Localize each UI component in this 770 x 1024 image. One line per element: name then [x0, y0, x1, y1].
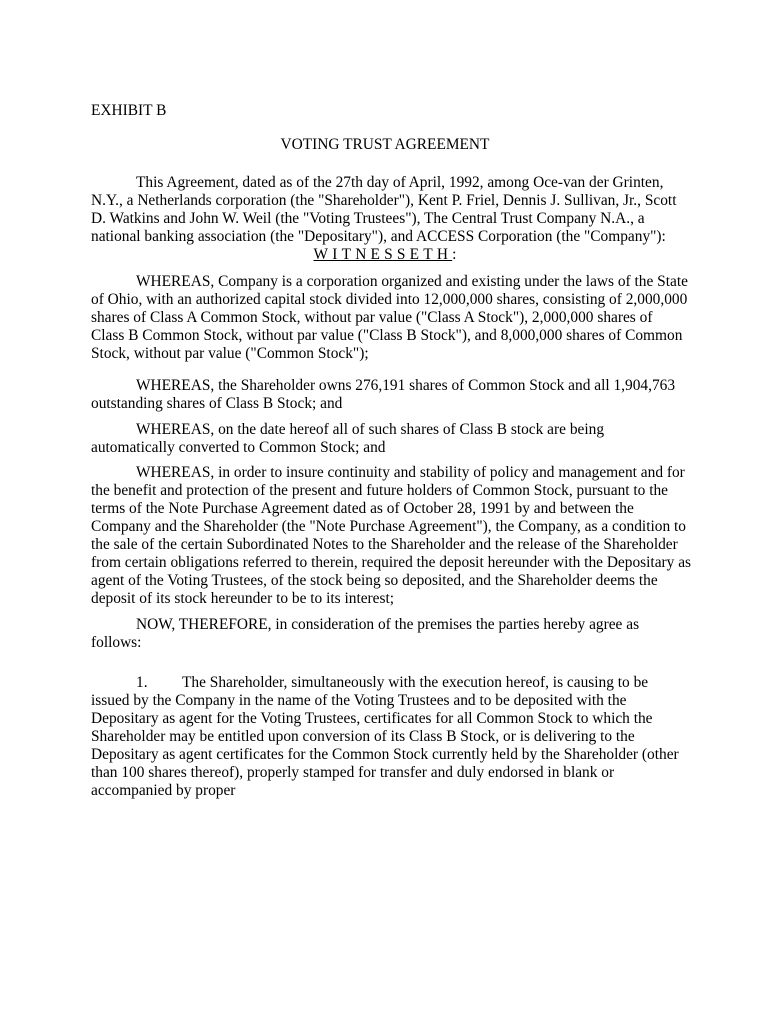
text-line: automatically converted to Common Stock; and — [91, 439, 386, 456]
text-line: N.Y., a Netherlands corporation (the "Shareholder"), Kent P. Friel, Dennis J. Sullivan, Jr., Scott — [91, 192, 677, 209]
text-line: Company and the Shareholder (the "Note Purchase Agreement"), the Company, as a condition to — [91, 518, 686, 535]
text-line: from certain obligations referred to therein, required the deposit hereunder with the Depositary as — [91, 554, 692, 571]
text-line: agent of the Voting Trustees, of the stock being so deposited, and the Shareholder deems the — [91, 572, 658, 589]
text-line: of Ohio, with an authorized capital stock divided into 12,000,000 shares, consisting of 2,000,000 — [91, 291, 688, 308]
witnesseth-word: WITNESSETH — [313, 246, 453, 263]
witnesseth-colon: : — [452, 246, 457, 263]
text-line: follows: — [91, 634, 142, 651]
intro-paragraph — [91, 174, 691, 246]
text-line: the benefit and protection of the present and future holders of Common Stock, pursuant to the — [91, 482, 669, 499]
text-line: WHEREAS, the Shareholder owns 276,191 shares of Common Stock and all 1,904,763 — [136, 377, 676, 394]
text-line: deposit of its stock hereunder to be to its interest; — [91, 590, 395, 607]
text-line: Depositary as agent certificates for the Common Stock currently held by the Shareholder (other — [91, 746, 679, 763]
whereas-paragraph-1 — [91, 273, 691, 363]
text-line: D. Watkins and John W. Weil (the "Voting Trustees"), The Central Trust Company N.A., a — [91, 210, 645, 227]
text-line: outstanding shares of Class B Stock; and — [91, 395, 343, 412]
section-1-paragraph — [91, 674, 691, 800]
text-line: terms of the Note Purchase Agreement dated as of October 28, 1991 by and between the — [91, 500, 634, 517]
text-line: issued by the Company in the name of the Voting Trustees and to be deposited with the — [91, 692, 627, 709]
text-line: WHEREAS, on the date hereof all of such shares of Class B stock are being — [136, 421, 605, 438]
text-line: NOW, THEREFORE, in consideration of the premises the parties hereby agree as — [136, 616, 640, 633]
text-line: shares of Class A Common Stock, without par value ("Class A Stock"), 2,000,000 shares of — [91, 309, 653, 326]
text-line: This Agreement, dated as of the 27th day of April, 1992, among Oce-van der Grinten, — [136, 174, 664, 191]
text-line: Stock, without par value ("Common Stock"); — [91, 345, 369, 362]
text-line: the sale of the certain Subordinated Notes to the Shareholder and the release of the Shareholder — [91, 536, 678, 553]
text-line: than 100 shares thereof), properly stamped for transfer and duly endorsed in blank or — [91, 764, 615, 781]
text-line: Class B Common Stock, without par value ("Class B Stock"), and 8,000,000 shares of Common — [91, 327, 683, 344]
text-line: The Shareholder, simultaneously with the execution hereof, is causing to be — [182, 674, 649, 691]
whereas-paragraph-2 — [91, 377, 691, 413]
section-number: 1. — [136, 674, 148, 691]
section-1-first-line — [91, 674, 691, 692]
agreement-title: VOTING TRUST AGREEMENT — [280, 136, 490, 153]
whereas-paragraph-3 — [91, 421, 691, 457]
whereas-paragraph-4 — [91, 464, 691, 608]
text-line: accompanied by proper — [91, 782, 236, 799]
text-line: WHEREAS, Company is a corporation organized and existing under the laws of the State — [136, 273, 688, 290]
text-line: Depositary as agent for the Voting Trustees, certificates for all Common Stock to which the — [91, 710, 653, 727]
now-therefore-paragraph — [91, 616, 691, 652]
exhibit-label: EXHIBIT B — [91, 102, 167, 119]
text-line: WHEREAS, in order to insure continuity and stability of policy and management and for — [136, 464, 685, 481]
text-line: Shareholder may be entitled upon conversion of its Class B Stock, or is delivering to the — [91, 728, 635, 745]
text-line: national banking association (the "Depositary"), and ACCESS Corporation (the "Company"): — [91, 228, 666, 245]
witnesseth-heading — [0, 246, 770, 264]
